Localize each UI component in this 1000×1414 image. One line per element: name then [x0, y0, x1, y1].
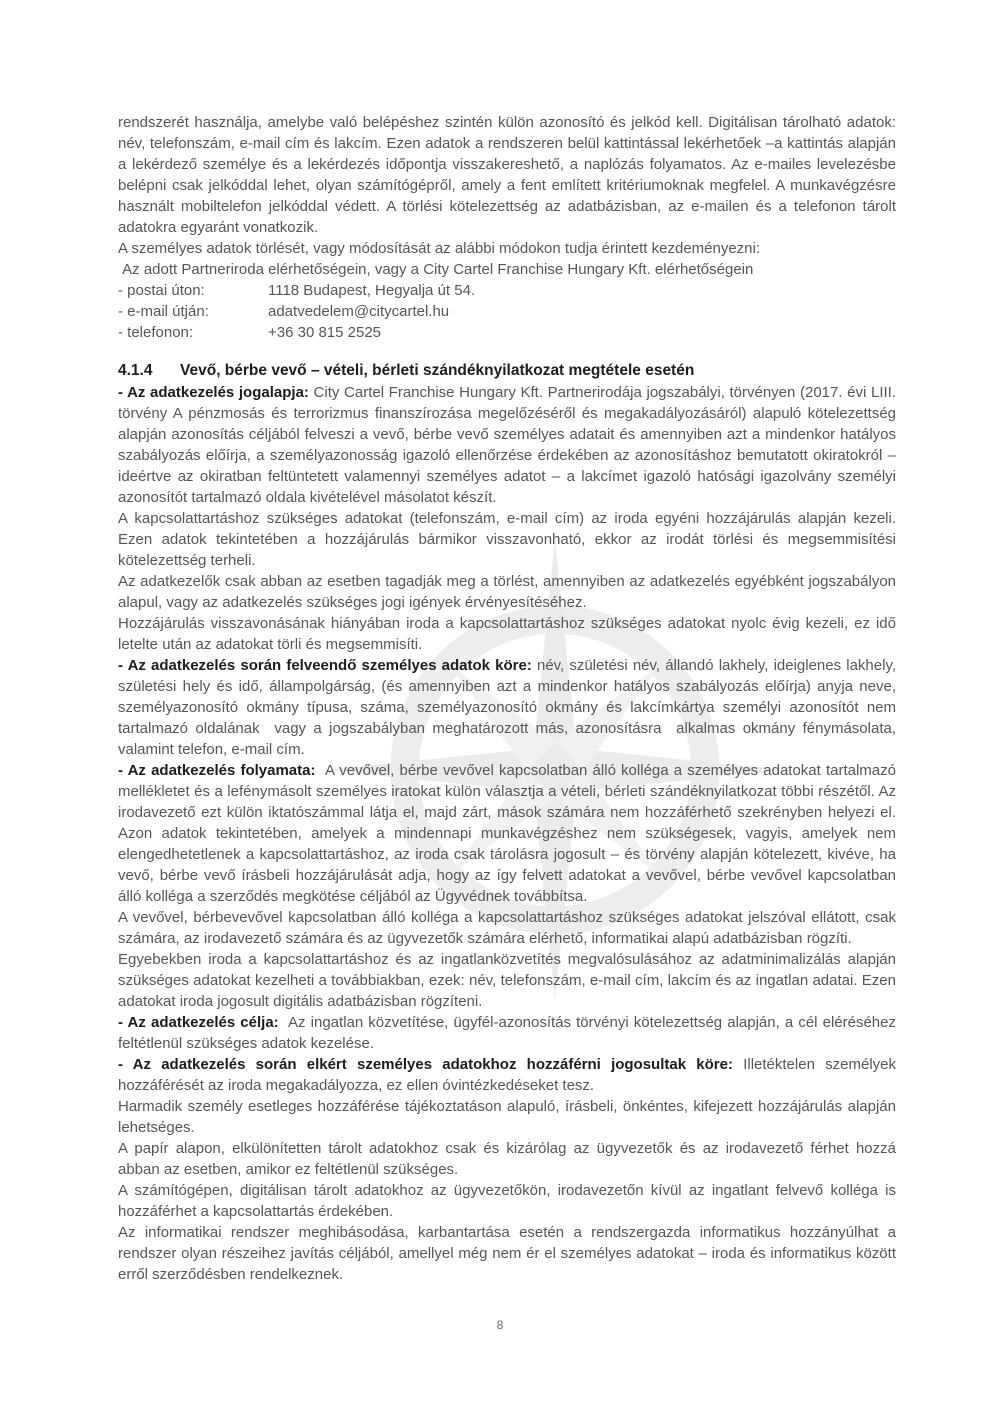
paragraph-text: Egyebekben iroda a kapcsolattartáshoz és az ingatlanközvetítés megvalósulásához az adatminimalizálás alapján szükséges adatokat kezelheti a továbbiakban, ezek: név, telefonszám, e-mail cím, lakcím és az ingatlan adatai. Ezen adatokat iroda jogosult digitális adatbázisban rögzíteni. [118, 951, 901, 1010]
section-title: Vevő, bérbe vevő – vételi, bérleti szándéknyilatkozat megtétele esetén [180, 362, 695, 379]
paragraph-digital-storage-access [118, 1180, 901, 1222]
contact-value-email-address: adatvedelem@citycartel.hu [268, 303, 450, 320]
paragraph-text: Hozzájárulás visszavonásának hiányában iroda a kapcsolattartáshoz szükséges adatokat nyolc évig kezeli, ez idő letelte után az adatokat törli és megsemmisíti. [118, 615, 901, 653]
paragraph-text: Harmadik személy esetleges hozzáférése tájékoztatáson alapuló, írásbeli, önkéntes, kifejezett hozzájárulás alapján lehetséges. [118, 1098, 901, 1136]
paragraph-data-minimization [118, 949, 901, 1012]
paragraph-lead-access-rights: - Az adatkezelés során elkért személyes adatokhoz hozzáférni jogosultak köre: [118, 1056, 733, 1073]
paragraph-text: Az informatikai rendszer meghibásodása, karbantartása esetén a rendszergazda informatikus hozzányúlhat a rendszer olyan részeihez javítás céljából, amellyel még nem ér el személyes adatokat – iroda és informatikus között erről szerződésben rendelkeznek. [118, 1224, 901, 1283]
document-content [118, 112, 905, 1285]
paragraph-access-rights [118, 1054, 901, 1096]
paragraph-text: név, születési név, állandó lakhely, ideiglenes lakhely, születési hely és idő, állampolgárság, (és amennyiben azt a mindenkor hatályos szabályozás előírja) anyja neve, személyazonosító okmány típusa, száma, személyazonosító okmány és lakcímkártya személyi azonosítót nem tartalmazó oldalának vagy a jogszabályban meghatározott más, azonosításra alkalmas okmány fénymásolata, valamint telefon, e-mail cím. [118, 657, 901, 758]
paragraph-retention-period [118, 613, 901, 655]
paragraph-system-security: rendszerét használja, amelybe való belépéshez szintén külön azonosító és jelkód kell. Digitálisan tárolható adatok: név, telefonszám, e-mail cím és lakcím. Ezen adatok a rendszeren belül kattintással lekérhetőek –a kattintás alapján a lekérdező személye és a lekérdezés időpontja visszakereshető, a naplózás folyamatos. Az e-mailes levelezésbe belépni csak jelkóddal lehet, olyan számítógépről, amely a fent említett kritériumoknak megfelel. A munkavégzésre használt mobiltelefon jelkóddal védett. A törlési kötelezettség az adatbázisban, az e-mailen és a telefonon tárolt adatokra egyaránt vonatkozik. [118, 114, 901, 236]
paragraph-text: Az ingatlan közvetítése, ügyfél-azonosítás törvényi kötelezettség alapján, a cél eléréséhez feltétlenül szükséges adatok kezelése. [118, 1014, 901, 1052]
paragraph-contact-data-consent [118, 508, 901, 571]
paragraph-deletion-intro: A személyes adatok törlését, vagy módosítását az alábbi módokon tudja érintett kezdeményezni: [118, 240, 761, 257]
contact-label-email: - e-mail útján: [118, 303, 209, 320]
contact-row-postal [118, 280, 896, 301]
paragraph-lead-purpose: - Az adatkezelés célja: [118, 1014, 279, 1031]
page-number: 8 [496, 1318, 504, 1332]
paragraph-it-maintenance [118, 1222, 901, 1285]
paragraph-lead-data-scope: - Az adatkezelés során felveendő személyes adatok köre: [118, 657, 532, 674]
paragraph-contact-channels: Az adott Partneriroda elérhetőségein, vagy a City Cartel Franchise Hungary Kft. elérhetőségein [118, 261, 754, 278]
paragraph-deletion-refusal [118, 571, 901, 613]
paragraph-processing-purpose [118, 1012, 901, 1054]
paragraph-text: City Cartel Franchise Hungary Kft. Partnerirodája jogszabályi, törvényen (2017. évi LIII. törvény A pénzmosás és terrorizmus finanszírozása megelőzéséről és megakadályozásáról) alapuló kötelezettség alapján azonosítás céljából felveszi a vevő, bérbe vevő személyes adatait és amennyiben azt a mindenkor hatályos szabályozás előírja, a személyazonosság igazoló ellenőrzése érdekében az azonosításhoz bemutatott okiratokról – ideértve az okiratban feltüntetett valamennyi személyes adatot – a lakcímet igazoló hatósági igazolvány személyi azonosítót tartalmazó oldala kivételével másolatot készít. [118, 384, 901, 506]
paragraph-text: Az adatkezelők csak abban az esetben tagadják meg a törlést, amennyiben az adatkezelés egyébként jogszabályon alapul, vagy az adatkezelés szükséges jogi igények érvényesítéséhez. [118, 573, 901, 611]
paragraph-text: A vevővel, bérbevevővel kapcsolatban álló kolléga a kapcsolattartáshoz szükséges adatokat jelszóval ellátott, csak számára, az irodavezető számára és az ügyvezetők számára elérhető, informatikai alapú adatbázisban rögzíti. [118, 909, 901, 947]
paragraph-lead-legal-basis: - Az adatkezelés jogalapja: [118, 384, 309, 401]
contact-row-phone [118, 322, 896, 343]
contact-label-postal: - postai úton: [118, 282, 205, 299]
paragraph-password-database [118, 907, 901, 949]
section-number: 4.1.4 [118, 362, 153, 379]
paragraph-lead-workflow: - Az adatkezelés folyamata: [118, 762, 316, 779]
paragraph-text: A papír alapon, elkülönítetten tárolt adatokhoz csak és kizárólag az ügyvezetők és az irodavezető férhet hozzá abban az esetben, amikor ez feltétlenül szükséges. [118, 1140, 901, 1178]
paragraph-text: A számítógépen, digitálisan tárolt adatokhoz az ügyvezetőkön, irodavezetőn kívül az ingatlant felvevő kolléga is hozzáférhet a kapcsolattartás érdekében. [118, 1182, 901, 1220]
paragraph-text: A vevővel, bérbe vevővel kapcsolatban álló kolléga a személyes adatokat tartalmazó mellékletet és a lefénymásolt személyes iratokat külön választja a vételi, bérleti szándéknyilatkozat többi részétől. Az irodavezető ezt külön iktatószámmal látja el, majd zárt, mások számára nem hozzáférhető szekrényben helyezi el. Azon adatok tekintetében, amelyek a mindennapi munkavégzéshez nem szükségesek, vagyis, amelyek nem elengedhetetlenek a kapcsolattartáshoz, az iroda csak tárolásra jogosult – és törvény alapján kötelezett, kivéve, ha vevő, bérbe vevő írásbeli hozzájárulását adja, hogy az így felvett adatokat a vevővel, bérbe vevővel kapcsolatban álló kolléga a szerződés megkötése céljából az Ügyvédnek továbbítsa. [118, 762, 905, 905]
paragraph-text: A kapcsolattartáshoz szükséges adatokat (telefonszám, e-mail cím) az iroda egyéni hozzájárulás alapján kezeli. Ezen adatok tekintetében a hozzájárulás bármikor visszavonható, ekkor az irodát törlési és megsemmisítési kötelezettség terheli. [118, 510, 901, 569]
paragraph-personal-data-scope [118, 655, 901, 760]
paragraph-paper-storage-access [118, 1138, 901, 1180]
contact-value-postal-address: 1118 Budapest, Hegyalja út 54. [268, 282, 476, 299]
contact-label-phone: - telefonon: [118, 324, 194, 341]
section-heading-4-1-4 [118, 360, 896, 382]
paragraph-legal-basis [118, 382, 901, 508]
paragraph-processing-workflow [118, 760, 905, 907]
paragraph-third-party-access [118, 1096, 901, 1138]
contact-value-phone-number: +36 30 815 2525 [268, 324, 382, 341]
paragraph-text: Illetéktelen személyek hozzáférését az iroda megakadályozza, ez ellen óvintézkedéseket tesz. [118, 1056, 901, 1094]
contact-row-email [118, 301, 896, 322]
